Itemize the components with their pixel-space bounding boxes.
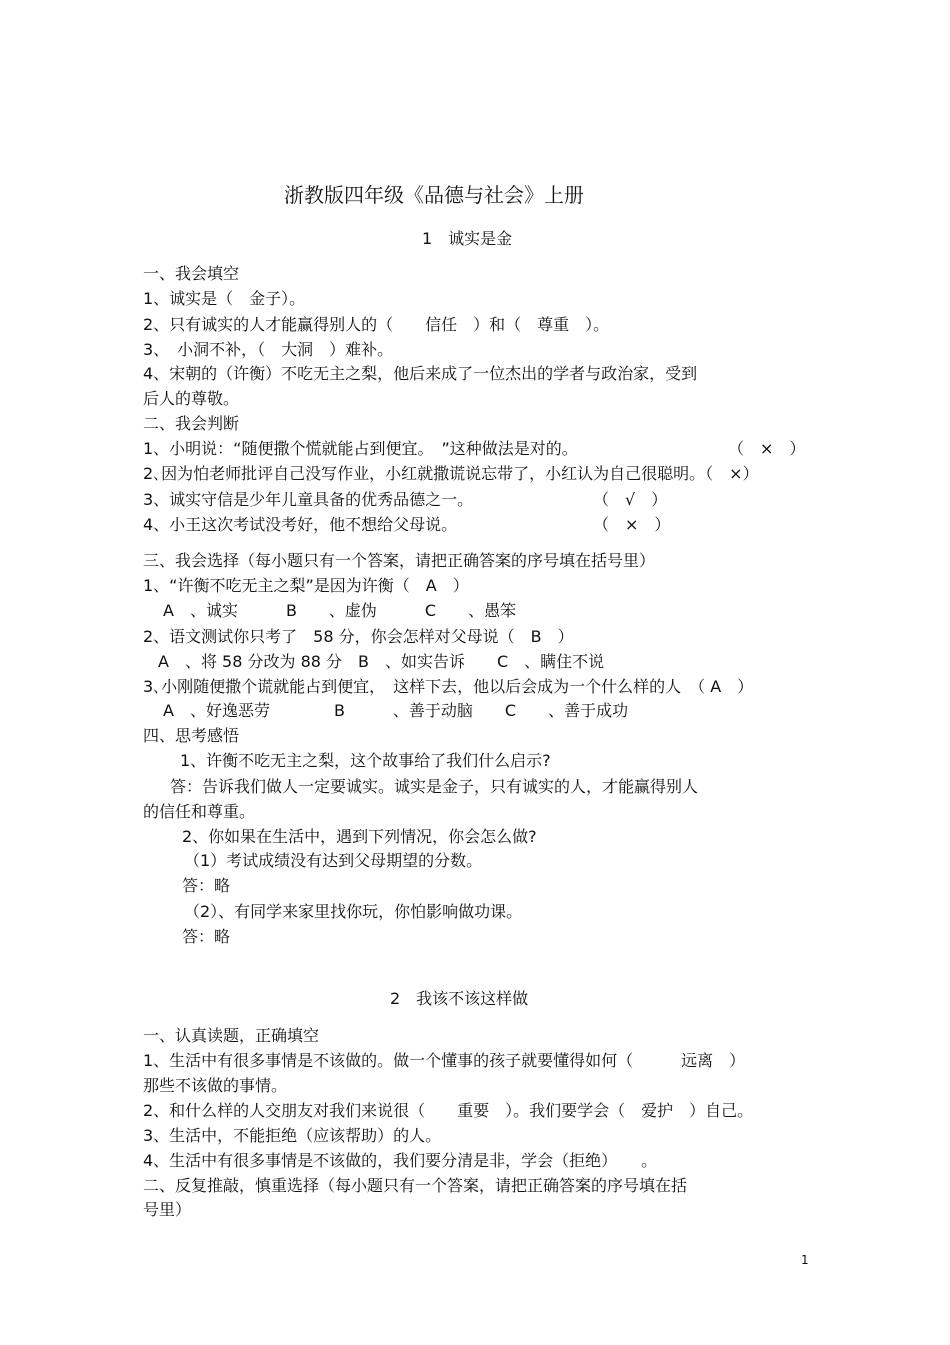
l1-judge-1-answer: （ × ） (728, 439, 806, 458)
l1-section4-heading: 四、思考感悟 (143, 726, 240, 745)
l1-think-2-item-2-answer: 答：略 (182, 927, 231, 946)
l1-fill-4b: 后人的尊敬。 (143, 389, 240, 408)
l1-think-1-question: 1、许衡不吃无主之梨，这个故事给了我们什么启示? (180, 751, 551, 770)
l1-judge-2: 2､因为怕老师批评自己没写作业，小红就撒谎说忘带了，小红认为自己很聪明。（ ×） (143, 464, 759, 483)
l1-section3-heading: 三、我会选择（每小题只有一个答案，请把正确答案的序号填在括号里） (143, 551, 656, 570)
l1-think-1-answer-a: 答：告诉我们做人一定要诚实。诚实是金子，只有诚实的人，才能赢得别人 (170, 777, 699, 796)
lesson1-heading: 1 诚实是金 (422, 229, 513, 248)
l1-choice-3-options: A 、好逸恶劳 B 、善于动脑 C 、善于成功 (163, 701, 629, 720)
l1-judge-1: 1、小明说：“随便撒个慌就能占到便宜。 ”这种做法是对的。 (143, 439, 578, 458)
l1-fill-4a: 4、宋朝的（许衡）不吃无主之梨，他后来成了一位杰出的学者与政治家，受到 (143, 364, 698, 383)
l1-fill-2: 2、只有诚实的人才能赢得别人的（ 信任 ）和（ 尊重 ）。 (143, 315, 610, 334)
l2-section1-heading: 一、认真读题，正确填空 (143, 1026, 320, 1045)
l2-fill-2: 2、和什么样的人交朋友对我们来说很（ 重要 ）。我们要学会（ 爱护 ）自己。 (143, 1101, 754, 1120)
l2-fill-4: 4、生活中有很多事情是不该做的，我们要分清是非，学会（拒绝） 。 (143, 1151, 658, 1170)
l1-judge-3: 3、诚实守信是少年儿童具备的优秀品德之一。 (143, 490, 474, 509)
l1-fill-3: 3、 小洞不补，（ 大洞 ）难补。 (143, 340, 394, 359)
l1-think-2-item-1-answer: 答：略 (182, 876, 231, 895)
l2-section2-heading-a: 二、反复推敲，慎重选择（每小题只有一个答案，请把正确答案的序号填在括 (143, 1176, 688, 1195)
l1-fill-1: 1、诚实是（ 金子）。 (143, 289, 306, 308)
l1-choice-2: 2、语文测试你只考了 58 分，你会怎样对父母说（ B ） (143, 627, 574, 646)
l1-think-1-answer-b: 的信任和尊重。 (143, 802, 256, 821)
l1-think-2-question: 2、你如果在生活中，遇到下列情况，你会怎么做? (182, 827, 537, 846)
l1-judge-4-answer: （ × ） (593, 515, 671, 534)
page-number: 1 (801, 1253, 809, 1267)
l1-think-2-item-1: （1）考试成绩没有达到父母期望的分数。 (184, 851, 483, 870)
l1-judge-3-answer: （ √ ） (593, 490, 668, 509)
l1-think-2-item-2: （2）、有同学来家里找你玩，你怕影响做功课。 (184, 902, 523, 921)
l1-section2-heading: 二、我会判断 (143, 414, 240, 433)
l2-fill-1b: 那些不该做的事情。 (143, 1076, 288, 1095)
l1-section1-heading: 一、我会填空 (143, 264, 240, 283)
l1-choice-3: 3､小刚随便撒个谎就能占到便宜， 这样下去，他以后会成为一个什么样的人 （ A ） (143, 677, 754, 696)
l2-fill-1a: 1、生活中有很多事情是不该做的。做一个懂事的孩子就要懂得如何（ 远离 ） (143, 1051, 746, 1070)
l2-section2-heading-b: 号里） (143, 1200, 192, 1219)
l1-choice-1-options: A 、诚实 B 、虚伪 C 、愚笨 (163, 601, 517, 620)
l1-choice-2-options: A 、将 58 分改为 88 分 B 、如实告诉 C 、瞒住不说 (158, 652, 605, 671)
l1-choice-1: 1、“许衡不吃无主之梨”是因为许衡（ A ） (143, 576, 469, 595)
l1-judge-4: 4、小王这次考试没考好，他不想给父母说。 (143, 515, 458, 534)
lesson2-heading: 2 我该不该这样做 (390, 989, 529, 1008)
l2-fill-3: 3、生活中，不能拒绝（应该帮助）的人。 (143, 1126, 442, 1145)
document-title: 浙教版四年级《品德与社会》上册 (284, 183, 584, 207)
